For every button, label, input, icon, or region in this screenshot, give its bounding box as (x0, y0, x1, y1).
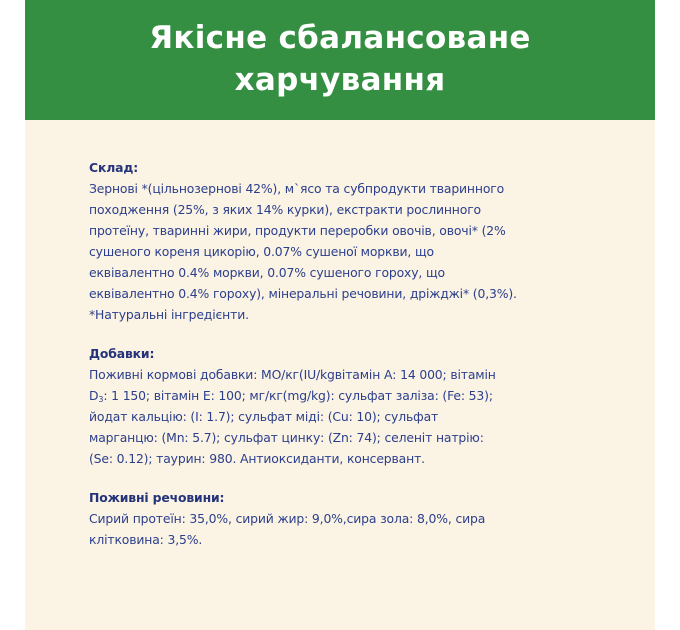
nutrients-title: Поживні речовини: (89, 490, 225, 505)
nutrients-line: клітковина: 3,5%. (89, 532, 203, 547)
additives-title: Добавки: (89, 346, 155, 361)
product-info-card (25, 0, 655, 630)
additives-section (89, 343, 629, 469)
composition-line: сушеного кореня цикорію, 0.07% сушеної моркви, що (89, 244, 434, 259)
composition-line: еквівалентно 0.4% моркви, 0.07% сушеного гороху, що (89, 265, 445, 280)
header-banner (25, 0, 655, 120)
vitamin-d-subscript: 3 (98, 395, 104, 404)
nutrients-line: Сирий протеїн: 35,0%, сирий жир: 9,0%,сира зола: 8,0%, сира (89, 511, 486, 526)
header-title-line1: Якісне сбалансоване (149, 20, 531, 56)
header-title-line2: харчування (234, 62, 446, 98)
content-body (89, 157, 629, 550)
additives-line (89, 385, 629, 406)
composition-line: Зернові *(цільнозернові 42%), м`ясо та субпродукти тваринного (89, 181, 505, 196)
additives-line: йодат кальцію: (I: 1.7); сульфат міді: (Cu: 10); сульфат (89, 409, 439, 424)
composition-title: Склад: (89, 160, 139, 175)
nutrients-section (89, 487, 629, 550)
vitamin-d-label: D (89, 388, 99, 403)
composition-footnote: *Натуральні інгредієнти. (89, 307, 249, 322)
composition-line: еквівалентно 0.4% гороху), мінеральні речовини, дріжджі* (0,3%). (89, 286, 517, 301)
additives-line: (Se: 0.12); таурин: 980. Антиоксиданти, консервант. (89, 451, 425, 466)
additives-line-rest: : 1 150; вітамін Е: 100; мг/кг(mg/kg): сульфат заліза: (Fe: 53); (103, 388, 493, 403)
additives-line: марганцю: (Mn: 5.7); сульфат цинку: (Zn: 74); селеніт натрію: (89, 430, 484, 445)
composition-line: походження (25%, з яких 14% курки), екстракти рослинного (89, 202, 481, 217)
composition-line: протеїну, тваринні жири, продукти переробки овочів, овочі* (2% (89, 223, 506, 238)
composition-section (89, 157, 629, 325)
additives-line: Поживні кормові добавки: МО/кг(IU/kgвітамін А: 14 000; вітамін (89, 367, 496, 382)
